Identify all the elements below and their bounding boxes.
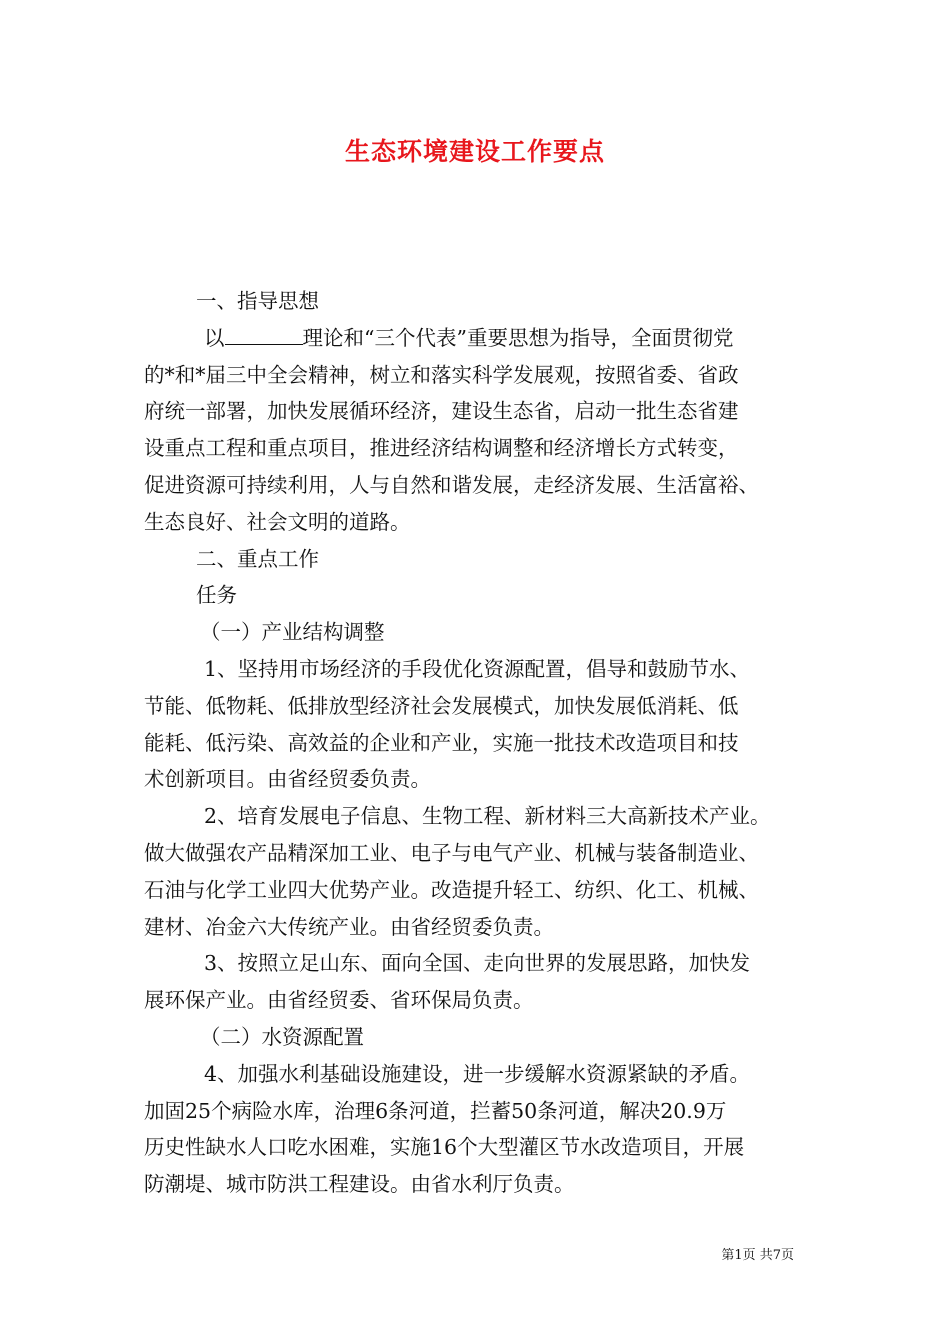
- text-line: [144, 393, 824, 430]
- text-line: [144, 577, 824, 614]
- text-line: [144, 909, 824, 946]
- text-line: [144, 504, 824, 541]
- line-text: 任务: [196, 583, 237, 608]
- line-text: 做大做强农产品精深加工业、电子与电气产业、机械与装备制造业、: [144, 840, 759, 865]
- line-text: （二）水资源配置: [200, 1024, 364, 1049]
- line-text: 加固25个病险水库，治理6条河道，拦蓄50条河道，解决20.9万: [144, 1098, 727, 1123]
- text-line: [144, 467, 824, 504]
- text-line: [144, 725, 824, 762]
- line-text: 展环保产业。由省经贸委、省环保局负责。: [144, 988, 534, 1013]
- line-text: 历史性缺水人口吃水困难，实施16个大型灌区节水改造项目，开展: [144, 1135, 745, 1160]
- text-line: [144, 541, 824, 578]
- text-line: [144, 982, 824, 1019]
- text-line: [144, 614, 824, 651]
- line-text: 理论和“三个代表”重要思想为指导，全面贯彻党: [302, 325, 734, 350]
- line-text: 的*和*届三中全会精神，树立和落实科学发展观，按照省委、省政: [144, 362, 739, 387]
- line-text: 建材、冶金六大传统产业。由省经贸委负责。: [144, 914, 554, 939]
- text-line: [144, 761, 824, 798]
- line-text: 术创新项目。由省经贸委负责。: [144, 767, 431, 792]
- text-line: [144, 798, 824, 835]
- text-line: [144, 1166, 824, 1203]
- fill-in-blank: [225, 326, 303, 345]
- text-line: [144, 1129, 824, 1166]
- line-text: 促进资源可持续利用，人与自然和谐发展，走经济发展、生活富裕、: [144, 472, 759, 497]
- page-number: 第1页 共7页: [721, 1248, 794, 1263]
- text-line: [144, 1093, 824, 1130]
- line-text: 防潮堤、城市防洪工程建设。由省水利厅负责。: [144, 1172, 575, 1197]
- text-line: [144, 357, 824, 394]
- text-line: [144, 835, 824, 872]
- line-text: 石油与化学工业四大优势产业。改造提升轻工、纺织、化工、机械、: [144, 877, 759, 902]
- line-text: 一、指导思想: [196, 289, 319, 313]
- line-text: （一）产业结构调整: [200, 620, 385, 645]
- text-line: [144, 430, 824, 467]
- line-text: 节能、低物耗、低排放型经济社会发展模式，加快发展低消耗、低: [144, 693, 739, 718]
- line-text: 2、培育发展电子信息、生物工程、新材料三大高新技术产业。: [204, 804, 771, 829]
- line-text: 设重点工程和重点项目，推进经济结构调整和经济增长方式转变，: [144, 436, 739, 461]
- document-body: [144, 283, 824, 1203]
- text-line: [144, 283, 824, 320]
- line-text: 生态良好、社会文明的道路。: [144, 509, 411, 534]
- line-text: 3、按照立足山东、面向全国、走向世界的发展思路，加快发: [204, 951, 751, 976]
- text-line: [144, 688, 824, 725]
- text-line: [144, 1019, 824, 1056]
- text-line: [144, 872, 824, 909]
- text-line: [144, 651, 824, 688]
- text-line: [144, 1056, 824, 1093]
- line-text: 府统一部署，加快发展循环经济，建设生态省，启动一批生态省建: [144, 399, 739, 424]
- line-text: 4、加强水利基础设施建设，进一步缓解水资源紧缺的矛盾。: [204, 1061, 751, 1086]
- line-text: 能耗、低污染、高效益的企业和产业，实施一批技术改造项目和技: [144, 730, 739, 755]
- document-title: 生态环境建设工作要点: [344, 137, 605, 166]
- text-line: [144, 945, 824, 982]
- line-text: 二、重点工作: [196, 546, 319, 571]
- line-text: 1、坚持用市场经济的手段优化资源配置，倡导和鼓励节水、: [204, 656, 751, 681]
- line-prefix: 以: [204, 325, 225, 350]
- text-line: [144, 320, 824, 357]
